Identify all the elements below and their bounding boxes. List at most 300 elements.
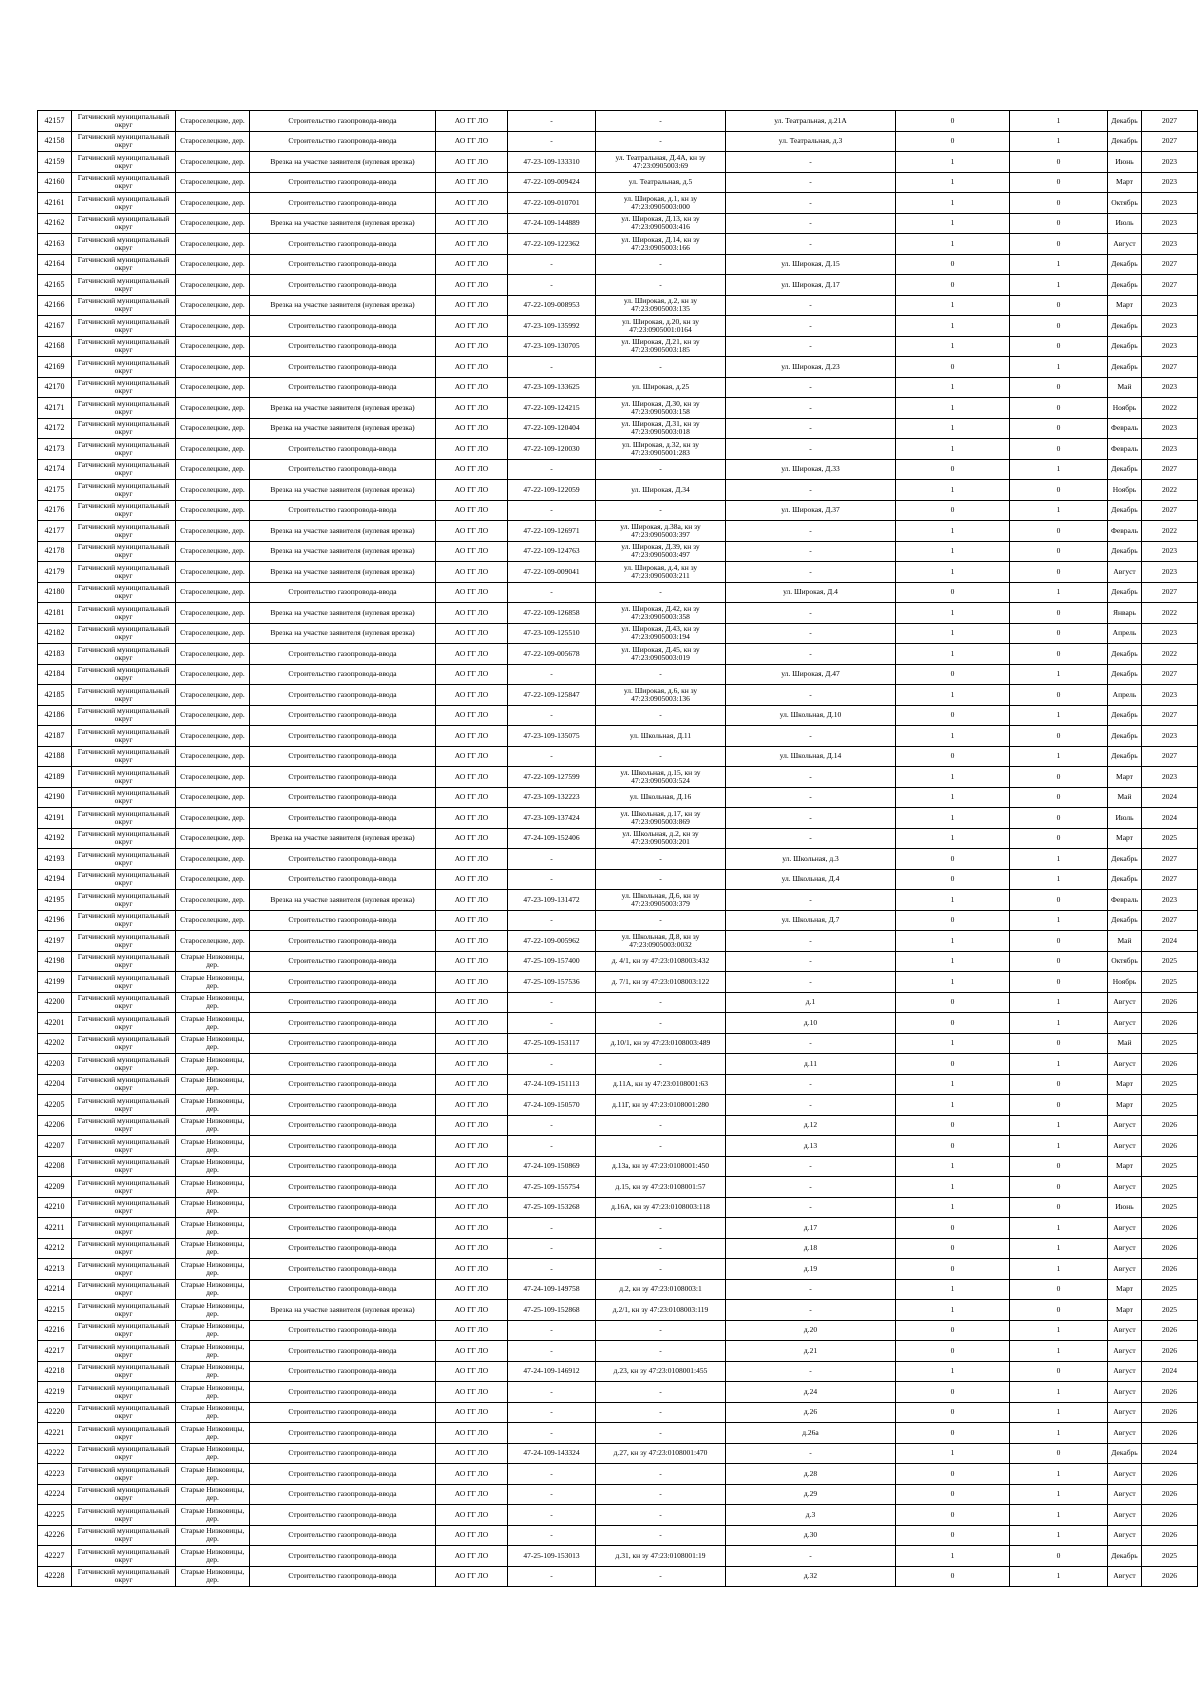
contract-number-cell: - <box>508 1320 596 1341</box>
planned-address-cell: - <box>726 1074 896 1095</box>
table-row <box>38 1341 1198 1362</box>
row-number: 42221 <box>38 1423 72 1444</box>
organization-cell: АО ГГ ЛО <box>436 869 508 890</box>
contract-number-cell: 47-25-109-153117 <box>508 1033 596 1054</box>
month-cell: Август <box>1108 1136 1142 1157</box>
row-number: 42196 <box>38 910 72 931</box>
month-cell: Апрель <box>1108 623 1142 644</box>
year-cell: 2027 <box>1142 664 1198 685</box>
month-cell: Март <box>1108 1300 1142 1321</box>
cadastral-address-cell: ул. Театральная, д.5 <box>596 172 726 193</box>
count-planned-cell: 1 <box>1010 1484 1108 1505</box>
month-cell: Январь <box>1108 603 1142 624</box>
settlement-cell: Староселецкие, дер. <box>176 828 250 849</box>
work-type-cell: Строительство газопровода-ввода <box>250 1197 436 1218</box>
contract-number-cell: - <box>508 705 596 726</box>
month-cell: Март <box>1108 172 1142 193</box>
contract-number-cell: 47-24-109-143324 <box>508 1443 596 1464</box>
work-type-cell: Врезка на участке заявителя (нулевая врезка) <box>250 480 436 501</box>
settlement-cell: Старые Низковицы, дер. <box>176 951 250 972</box>
work-type-cell: Врезка на участке заявителя (нулевая врезка) <box>250 623 436 644</box>
work-type-cell: Строительство газопровода-ввода <box>250 1341 436 1362</box>
district-cell: Гатчинский муниципальный округ <box>72 1156 176 1177</box>
table-row <box>38 1546 1198 1567</box>
table-row <box>38 152 1198 173</box>
month-cell: Март <box>1108 1074 1142 1095</box>
planned-address-cell: - <box>726 172 896 193</box>
settlement-cell: Староселецкие, дер. <box>176 439 250 460</box>
cadastral-address-cell: - <box>596 1484 726 1505</box>
planned-address-cell: - <box>726 213 896 234</box>
organization-cell: АО ГГ ЛО <box>436 726 508 747</box>
month-cell: Август <box>1108 1115 1142 1136</box>
count-connected-cell: 1 <box>896 1361 1010 1382</box>
table-row <box>38 1423 1198 1444</box>
row-number: 42172 <box>38 418 72 439</box>
planned-address-cell: - <box>726 808 896 829</box>
count-connected-cell: 1 <box>896 644 1010 665</box>
organization-cell: АО ГГ ЛО <box>436 357 508 378</box>
count-planned-cell: 0 <box>1010 1033 1108 1054</box>
table-row <box>38 521 1198 542</box>
organization-cell: АО ГГ ЛО <box>436 1402 508 1423</box>
table-row <box>38 398 1198 419</box>
work-type-cell: Строительство газопровода-ввода <box>250 726 436 747</box>
month-cell: Ноябрь <box>1108 480 1142 501</box>
settlement-cell: Староселецкие, дер. <box>176 808 250 829</box>
organization-cell: АО ГГ ЛО <box>436 1033 508 1054</box>
district-cell: Гатчинский муниципальный округ <box>72 1074 176 1095</box>
month-cell: Май <box>1108 787 1142 808</box>
count-planned-cell: 1 <box>1010 1054 1108 1075</box>
contract-number-cell: - <box>508 459 596 480</box>
work-type-cell: Врезка на участке заявителя (нулевая врезка) <box>250 541 436 562</box>
row-number: 42214 <box>38 1279 72 1300</box>
count-planned-cell: 1 <box>1010 1423 1108 1444</box>
contract-number-cell: 47-24-109-146912 <box>508 1361 596 1382</box>
year-cell: 2023 <box>1142 767 1198 788</box>
count-planned-cell: 0 <box>1010 1156 1108 1177</box>
count-planned-cell: 0 <box>1010 213 1108 234</box>
organization-cell: АО ГГ ЛО <box>436 1566 508 1587</box>
settlement-cell: Староселецкие, дер. <box>176 521 250 542</box>
contract-number-cell: - <box>508 1402 596 1423</box>
row-number: 42182 <box>38 623 72 644</box>
work-type-cell: Строительство газопровода-ввода <box>250 1320 436 1341</box>
work-type-cell: Строительство газопровода-ввода <box>250 1402 436 1423</box>
month-cell: Июль <box>1108 808 1142 829</box>
contract-number-cell: 47-23-109-133310 <box>508 152 596 173</box>
cadastral-address-cell: - <box>596 111 726 132</box>
cadastral-address-cell: - <box>596 459 726 480</box>
planned-address-cell: д.26 <box>726 1402 896 1423</box>
table-row <box>38 172 1198 193</box>
contract-number-cell: 47-22-109-005678 <box>508 644 596 665</box>
year-cell: 2027 <box>1142 849 1198 870</box>
count-connected-cell: 0 <box>896 992 1010 1013</box>
count-planned-cell: 0 <box>1010 1177 1108 1198</box>
table-row <box>38 1033 1198 1054</box>
planned-address-cell: д.17 <box>726 1218 896 1239</box>
month-cell: Декабрь <box>1108 664 1142 685</box>
row-number: 42200 <box>38 992 72 1013</box>
organization-cell: АО ГГ ЛО <box>436 1238 508 1259</box>
planned-address-cell: д.20 <box>726 1320 896 1341</box>
count-planned-cell: 0 <box>1010 787 1108 808</box>
year-cell: 2024 <box>1142 1443 1198 1464</box>
row-number: 42178 <box>38 541 72 562</box>
year-cell: 2027 <box>1142 582 1198 603</box>
count-connected-cell: 0 <box>896 705 1010 726</box>
settlement-cell: Староселецкие, дер. <box>176 705 250 726</box>
count-planned-cell: 1 <box>1010 275 1108 296</box>
row-number: 42161 <box>38 193 72 214</box>
year-cell: 2025 <box>1142 951 1198 972</box>
count-connected-cell: 0 <box>896 1054 1010 1075</box>
month-cell: Май <box>1108 931 1142 952</box>
settlement-cell: Старые Низковицы, дер. <box>176 1443 250 1464</box>
year-cell: 2023 <box>1142 890 1198 911</box>
count-connected-cell: 0 <box>896 1505 1010 1526</box>
year-cell: 2023 <box>1142 418 1198 439</box>
organization-cell: АО ГГ ЛО <box>436 1423 508 1444</box>
count-planned-cell: 0 <box>1010 562 1108 583</box>
count-planned-cell: 1 <box>1010 664 1108 685</box>
count-connected-cell: 1 <box>896 295 1010 316</box>
contract-number-cell: 47-23-109-135992 <box>508 316 596 337</box>
count-connected-cell: 0 <box>896 1402 1010 1423</box>
work-type-cell: Строительство газопровода-ввода <box>250 685 436 706</box>
work-type-cell: Строительство газопровода-ввода <box>250 767 436 788</box>
settlement-cell: Старые Низковицы, дер. <box>176 1136 250 1157</box>
settlement-cell: Староселецкие, дер. <box>176 357 250 378</box>
table-row <box>38 685 1198 706</box>
organization-cell: АО ГГ ЛО <box>436 746 508 767</box>
planned-address-cell: - <box>726 787 896 808</box>
month-cell: Декабрь <box>1108 746 1142 767</box>
work-type-cell: Строительство газопровода-ввода <box>250 439 436 460</box>
contract-number-cell: - <box>508 746 596 767</box>
organization-cell: АО ГГ ЛО <box>436 254 508 275</box>
work-type-cell: Строительство газопровода-ввода <box>250 1136 436 1157</box>
month-cell: Декабрь <box>1108 541 1142 562</box>
work-type-cell: Врезка на участке заявителя (нулевая врезка) <box>250 1300 436 1321</box>
work-type-cell: Строительство газопровода-ввода <box>250 111 436 132</box>
contract-number-cell: - <box>508 1484 596 1505</box>
contract-number-cell: 47-25-109-157536 <box>508 972 596 993</box>
organization-cell: АО ГГ ЛО <box>436 644 508 665</box>
settlement-cell: Староселецкие, дер. <box>176 398 250 419</box>
count-planned-cell: 1 <box>1010 582 1108 603</box>
settlement-cell: Старые Низковицы, дер. <box>176 1423 250 1444</box>
work-type-cell: Врезка на участке заявителя (нулевая врезка) <box>250 562 436 583</box>
settlement-cell: Староселецкие, дер. <box>176 131 250 152</box>
count-connected-cell: 0 <box>896 111 1010 132</box>
settlement-cell: Староселецкие, дер. <box>176 480 250 501</box>
count-connected-cell: 0 <box>896 1464 1010 1485</box>
planned-address-cell: д.26а <box>726 1423 896 1444</box>
planned-address-cell: - <box>726 603 896 624</box>
month-cell: Август <box>1108 1525 1142 1546</box>
count-connected-cell: 1 <box>896 193 1010 214</box>
contract-number-cell: - <box>508 357 596 378</box>
planned-address-cell: - <box>726 726 896 747</box>
contract-number-cell: 47-24-109-152406 <box>508 828 596 849</box>
district-cell: Гатчинский муниципальный округ <box>72 1566 176 1587</box>
organization-cell: АО ГГ ЛО <box>436 275 508 296</box>
settlement-cell: Старые Низковицы, дер. <box>176 992 250 1013</box>
table-row <box>38 1402 1198 1423</box>
row-number: 42171 <box>38 398 72 419</box>
year-cell: 2023 <box>1142 623 1198 644</box>
organization-cell: АО ГГ ЛО <box>436 992 508 1013</box>
count-planned-cell: 1 <box>1010 746 1108 767</box>
settlement-cell: Староселецкие, дер. <box>176 767 250 788</box>
cadastral-address-cell: - <box>596 1566 726 1587</box>
organization-cell: АО ГГ ЛО <box>436 1443 508 1464</box>
work-type-cell: Строительство газопровода-ввода <box>250 1566 436 1587</box>
count-connected-cell: 1 <box>896 480 1010 501</box>
row-number: 42217 <box>38 1341 72 1362</box>
settlement-cell: Староселецкие, дер. <box>176 254 250 275</box>
row-number: 42174 <box>38 459 72 480</box>
work-type-cell: Строительство газопровода-ввода <box>250 459 436 480</box>
district-cell: Гатчинский муниципальный округ <box>72 357 176 378</box>
year-cell: 2025 <box>1142 1197 1198 1218</box>
cadastral-address-cell: - <box>596 746 726 767</box>
organization-cell: АО ГГ ЛО <box>436 152 508 173</box>
count-planned-cell: 1 <box>1010 111 1108 132</box>
cadastral-address-cell: ул. Широкая, Д.39, кн зу 47:23:0905003:497 <box>596 541 726 562</box>
table-row <box>38 541 1198 562</box>
cadastral-address-cell: - <box>596 664 726 685</box>
year-cell: 2023 <box>1142 213 1198 234</box>
count-connected-cell: 1 <box>896 1279 1010 1300</box>
row-number: 42192 <box>38 828 72 849</box>
planned-address-cell: д.1 <box>726 992 896 1013</box>
count-planned-cell: 1 <box>1010 1341 1108 1362</box>
cadastral-address-cell: - <box>596 1402 726 1423</box>
month-cell: Март <box>1108 295 1142 316</box>
settlement-cell: Староселецкие, дер. <box>176 500 250 521</box>
count-connected-cell: 1 <box>896 1546 1010 1567</box>
row-number: 42222 <box>38 1443 72 1464</box>
row-number: 42168 <box>38 336 72 357</box>
table-row <box>38 254 1198 275</box>
count-connected-cell: 1 <box>896 336 1010 357</box>
organization-cell: АО ГГ ЛО <box>436 1546 508 1567</box>
cadastral-address-cell: д.16А, кн зу 47:23:0108003:118 <box>596 1197 726 1218</box>
year-cell: 2025 <box>1142 1546 1198 1567</box>
count-planned-cell: 1 <box>1010 357 1108 378</box>
table-row <box>38 480 1198 501</box>
row-number: 42199 <box>38 972 72 993</box>
contract-number-cell: - <box>508 1259 596 1280</box>
work-type-cell: Строительство газопровода-ввода <box>250 357 436 378</box>
year-cell: 2026 <box>1142 1218 1198 1239</box>
count-connected-cell: 1 <box>896 316 1010 337</box>
table-row <box>38 1361 1198 1382</box>
month-cell: Октябрь <box>1108 951 1142 972</box>
cadastral-address-cell: - <box>596 1259 726 1280</box>
district-cell: Гатчинский муниципальный округ <box>72 521 176 542</box>
district-cell: Гатчинский муниципальный округ <box>72 746 176 767</box>
table-row <box>38 131 1198 152</box>
district-cell: Гатчинский муниципальный округ <box>72 111 176 132</box>
settlement-cell: Старые Низковицы, дер. <box>176 1238 250 1259</box>
month-cell: Декабрь <box>1108 254 1142 275</box>
work-type-cell: Строительство газопровода-ввода <box>250 1156 436 1177</box>
row-number: 42163 <box>38 234 72 255</box>
year-cell: 2025 <box>1142 1156 1198 1177</box>
cadastral-address-cell: д. 7/1, кн зу 47:23:0108003:122 <box>596 972 726 993</box>
planned-address-cell: - <box>726 295 896 316</box>
settlement-cell: Старые Низковицы, дер. <box>176 1464 250 1485</box>
cadastral-address-cell: ул. Школьная, Д.11 <box>596 726 726 747</box>
cadastral-address-cell: ул. Широкая, д.38а, кн зу 47:23:0905003:397 <box>596 521 726 542</box>
organization-cell: АО ГГ ЛО <box>436 1320 508 1341</box>
month-cell: Август <box>1108 1464 1142 1485</box>
district-cell: Гатчинский муниципальный округ <box>72 1484 176 1505</box>
district-cell: Гатчинский муниципальный округ <box>72 1054 176 1075</box>
planned-address-cell: ул. Широкая, Д.15 <box>726 254 896 275</box>
organization-cell: АО ГГ ЛО <box>436 1156 508 1177</box>
table-row <box>38 1197 1198 1218</box>
cadastral-address-cell: ул. Широкая, д.2, кн зу 47:23:0905003:135 <box>596 295 726 316</box>
contract-number-cell: 47-23-109-137424 <box>508 808 596 829</box>
contract-number-cell: 47-22-109-124763 <box>508 541 596 562</box>
work-type-cell: Строительство газопровода-ввода <box>250 1546 436 1567</box>
settlement-cell: Старые Низковицы, дер. <box>176 1382 250 1403</box>
table-row <box>38 828 1198 849</box>
month-cell: Ноябрь <box>1108 398 1142 419</box>
work-type-cell: Строительство газопровода-ввода <box>250 254 436 275</box>
settlement-cell: Старые Низковицы, дер. <box>176 1320 250 1341</box>
planned-address-cell: - <box>726 418 896 439</box>
settlement-cell: Староселецкие, дер. <box>176 418 250 439</box>
planned-address-cell: д.3 <box>726 1505 896 1526</box>
count-connected-cell: 0 <box>896 254 1010 275</box>
month-cell: Август <box>1108 1320 1142 1341</box>
table-row <box>38 418 1198 439</box>
cadastral-address-cell: - <box>596 357 726 378</box>
contract-number-cell: 47-22-109-005962 <box>508 931 596 952</box>
organization-cell: АО ГГ ЛО <box>436 931 508 952</box>
cadastral-address-cell: ул. Школьная, д.2, кн зу 47:23:0905003:201 <box>596 828 726 849</box>
cadastral-address-cell: ул. Школьная, д.15, кн зу 47:23:0905003:524 <box>596 767 726 788</box>
planned-address-cell: д.11 <box>726 1054 896 1075</box>
work-type-cell: Строительство газопровода-ввода <box>250 131 436 152</box>
cadastral-address-cell: д.2, кн зу 47:23:0108003:1 <box>596 1279 726 1300</box>
district-cell: Гатчинский муниципальный округ <box>72 1320 176 1341</box>
work-type-cell: Врезка на участке заявителя (нулевая врезка) <box>250 603 436 624</box>
count-connected-cell: 0 <box>896 500 1010 521</box>
planned-address-cell: - <box>726 562 896 583</box>
district-cell: Гатчинский муниципальный округ <box>72 1300 176 1321</box>
contract-number-cell: 47-22-109-009424 <box>508 172 596 193</box>
count-planned-cell: 0 <box>1010 685 1108 706</box>
year-cell: 2023 <box>1142 336 1198 357</box>
row-number: 42206 <box>38 1115 72 1136</box>
district-cell: Гатчинский муниципальный округ <box>72 910 176 931</box>
planned-address-cell: - <box>726 316 896 337</box>
cadastral-address-cell: - <box>596 1238 726 1259</box>
contract-number-cell: - <box>508 1464 596 1485</box>
cadastral-address-cell: д.23, кн зу 47:23:0108001:455 <box>596 1361 726 1382</box>
organization-cell: АО ГГ ЛО <box>436 1074 508 1095</box>
table-row <box>38 787 1198 808</box>
contract-number-cell: - <box>508 131 596 152</box>
cadastral-address-cell: - <box>596 1115 726 1136</box>
organization-cell: АО ГГ ЛО <box>436 480 508 501</box>
year-cell: 2025 <box>1142 972 1198 993</box>
cadastral-address-cell: - <box>596 849 726 870</box>
table-row <box>38 808 1198 829</box>
count-planned-cell: 1 <box>1010 1464 1108 1485</box>
cadastral-address-cell: - <box>596 254 726 275</box>
planned-address-cell: - <box>726 1361 896 1382</box>
district-cell: Гатчинский муниципальный округ <box>72 1136 176 1157</box>
count-connected-cell: 1 <box>896 787 1010 808</box>
district-cell: Гатчинский муниципальный округ <box>72 992 176 1013</box>
work-type-cell: Строительство газопровода-ввода <box>250 172 436 193</box>
row-number: 42165 <box>38 275 72 296</box>
count-planned-cell: 0 <box>1010 828 1108 849</box>
district-cell: Гатчинский муниципальный округ <box>72 1341 176 1362</box>
planned-address-cell: д.21 <box>726 1341 896 1362</box>
count-planned-cell: 0 <box>1010 193 1108 214</box>
count-connected-cell: 0 <box>896 1320 1010 1341</box>
count-connected-cell: 1 <box>896 972 1010 993</box>
count-connected-cell: 0 <box>896 275 1010 296</box>
contract-number-cell: 47-22-109-120030 <box>508 439 596 460</box>
cadastral-address-cell: ул. Широкая, Д.31, кн зу 47:23:0905003:018 <box>596 418 726 439</box>
cadastral-address-cell: - <box>596 1136 726 1157</box>
table-row <box>38 664 1198 685</box>
settlement-cell: Старые Низковицы, дер. <box>176 1197 250 1218</box>
contract-number-cell: - <box>508 910 596 931</box>
count-connected-cell: 0 <box>896 869 1010 890</box>
work-type-cell: Строительство газопровода-ввода <box>250 705 436 726</box>
year-cell: 2026 <box>1142 1320 1198 1341</box>
year-cell: 2023 <box>1142 172 1198 193</box>
district-cell: Гатчинский муниципальный округ <box>72 500 176 521</box>
table-row <box>38 193 1198 214</box>
work-type-cell: Строительство газопровода-ввода <box>250 992 436 1013</box>
row-number: 42215 <box>38 1300 72 1321</box>
month-cell: Ноябрь <box>1108 972 1142 993</box>
table-row <box>38 1136 1198 1157</box>
district-cell: Гатчинский муниципальный округ <box>72 931 176 952</box>
table-row <box>38 316 1198 337</box>
district-cell: Гатчинский муниципальный округ <box>72 1115 176 1136</box>
planned-address-cell: ул. Широкая, Д.23 <box>726 357 896 378</box>
month-cell: Декабрь <box>1108 459 1142 480</box>
district-cell: Гатчинский муниципальный округ <box>72 1033 176 1054</box>
row-number: 42213 <box>38 1259 72 1280</box>
organization-cell: АО ГГ ЛО <box>436 972 508 993</box>
row-number: 42187 <box>38 726 72 747</box>
table-row <box>38 439 1198 460</box>
organization-cell: АО ГГ ЛО <box>436 603 508 624</box>
count-connected-cell: 1 <box>896 951 1010 972</box>
cadastral-address-cell: - <box>596 1423 726 1444</box>
row-number: 42223 <box>38 1464 72 1485</box>
work-type-cell: Строительство газопровода-ввода <box>250 951 436 972</box>
table-row <box>38 705 1198 726</box>
district-cell: Гатчинский муниципальный округ <box>72 234 176 255</box>
month-cell: Февраль <box>1108 418 1142 439</box>
